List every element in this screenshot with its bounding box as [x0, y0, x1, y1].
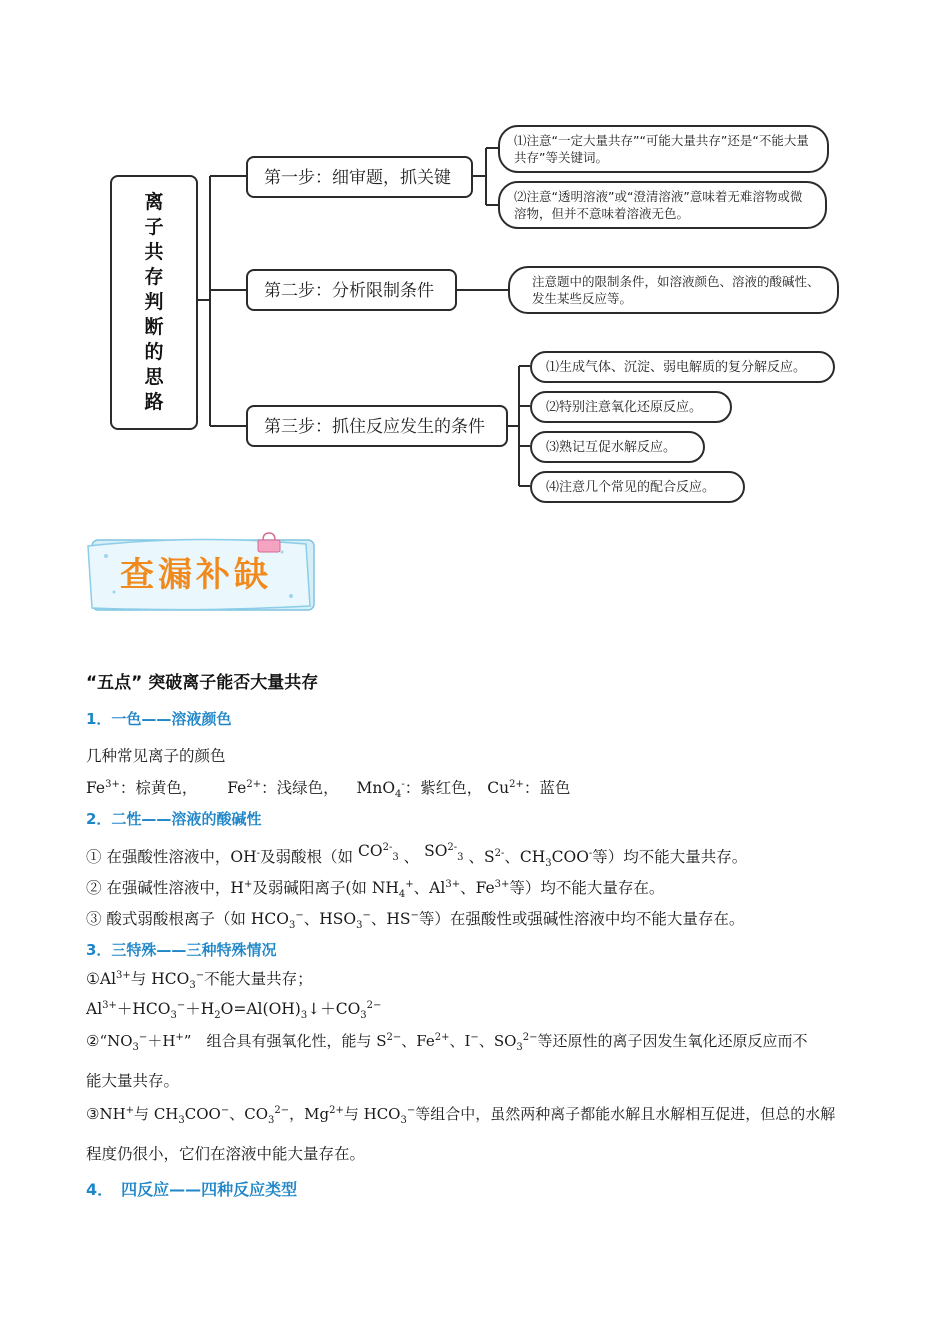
- s2-line-3: ③ 酸式弱酸根离子（如 $HCO_3^-$、$HSO_3^-$、HS−等）在强酸性或强碱性溶液中均不能大量存在。: [86, 909, 745, 932]
- s3-line-1: $①Al^{3+}$与 $HCO_3^-$不能大量共存；: [86, 969, 313, 992]
- heading-1: 1．一色——溶液颜色: [86, 710, 232, 728]
- mindmap-note-1-1: ⑴注意“一定大量共存”“可能大量共存”还是“不能大量共存”等关键词。: [498, 125, 829, 173]
- mindmap-note-3-1: ⑴生成气体、沉淀、弱电解质的复分解反应。: [530, 351, 835, 383]
- s2-line-2: ② 在强碱性溶液中，H+及弱碱阳离子(如 $NH_4^+$、$Al^{3+}$、$Fe^{3+}$等）均不能大量存在。: [86, 878, 665, 901]
- s3-line-5: ③NH+与 $CH_3COO^-$、$CO_3^{2-}$，$Mg^{2+}$与 $HCO_3^-$等组合中，虽然两种离子都能水解且水解相互促进，但总的水解: [86, 1105, 836, 1126]
- mindmap-root: [110, 175, 198, 430]
- heading-2: 2．二性——溶液的酸碱性: [86, 810, 262, 828]
- mindmap-root-char: 思: [144, 366, 164, 388]
- mindmap-root-char: 离: [144, 191, 164, 213]
- mindmap-note-3-4: ⑷注意几个常见的配合反应。: [530, 471, 745, 503]
- mindmap-root-char: 断: [144, 316, 164, 338]
- mindmap-note-3-2: ⑵特别注意氧化还原反应。: [530, 391, 732, 423]
- banner-title: 查漏补缺: [120, 554, 272, 595]
- s2-line-1: ① 在强酸性溶液中，OH-及弱酸根（如 $CO^{2-}_3$ 、 $SO^{2-}_3$ 、$S^{2-}$、$CH_3COO^-$等）均不能大量共存。: [86, 841, 748, 870]
- heading-3: 3．三特殊——三种特殊情况: [86, 941, 277, 959]
- section-title: “五点” 突破离子能否大量共存: [86, 673, 319, 693]
- mindmap-step-2: 第二步：分析限制条件: [246, 269, 457, 311]
- s3-line-2: $Al^{3+}+HCO_3^-+H_2O=Al(OH)_3↓+CO_3^{2-}$: [86, 999, 382, 1022]
- mindmap-root-char: 共: [144, 241, 164, 263]
- mindmap-step-3: 第三步：抓住反应发生的条件: [246, 405, 508, 447]
- mindmap-step-1: 第一步：细审题，抓关键: [246, 156, 473, 198]
- mindmap-root-char: 的: [144, 341, 164, 363]
- mindmap-root-char: 子: [144, 216, 164, 238]
- mindmap-root-char: 判: [144, 291, 164, 313]
- mindmap-root-char: 路: [144, 391, 164, 413]
- mindmap-root-char: 存: [144, 266, 164, 288]
- s3-line-3: $②“NO_3^-+H^+$” 组合具有强氧化性，能与 $S^{2-}$、$Fe^{2+}$、I−、$SO_3^{2-}$等还原性的离子因发生氧化还原反应而不: [86, 1032, 808, 1053]
- s1-intro: 几种常见离子的颜色: [86, 747, 226, 765]
- mindmap-note-3-3: ⑶熟记互促水解反应。: [530, 431, 705, 463]
- mindmap-note-1-2: ⑵注意“透明溶液”或“澄清溶液”意味着无难溶物或微溶物，但并不意味着溶液无色。: [498, 181, 827, 229]
- heading-4: 4． 四反应——四种反应类型: [86, 1180, 298, 1199]
- s1-colors: $Fe^{3+}$：棕黄色， $Fe^{2+}$：浅绿色， MnO$_4$-：紫红色， $Cu^{2+}$：蓝色: [86, 778, 571, 801]
- s3-line-6: 程度仍很小，它们在溶液中能大量存在。: [86, 1145, 366, 1163]
- section-banner: [86, 532, 316, 612]
- s3-line-4: 能大量共存。: [86, 1072, 180, 1090]
- mindmap-note-2-1: 注意题中的限制条件，如溶液颜色、溶液的酸碱性、发生某些反应等。: [508, 266, 839, 314]
